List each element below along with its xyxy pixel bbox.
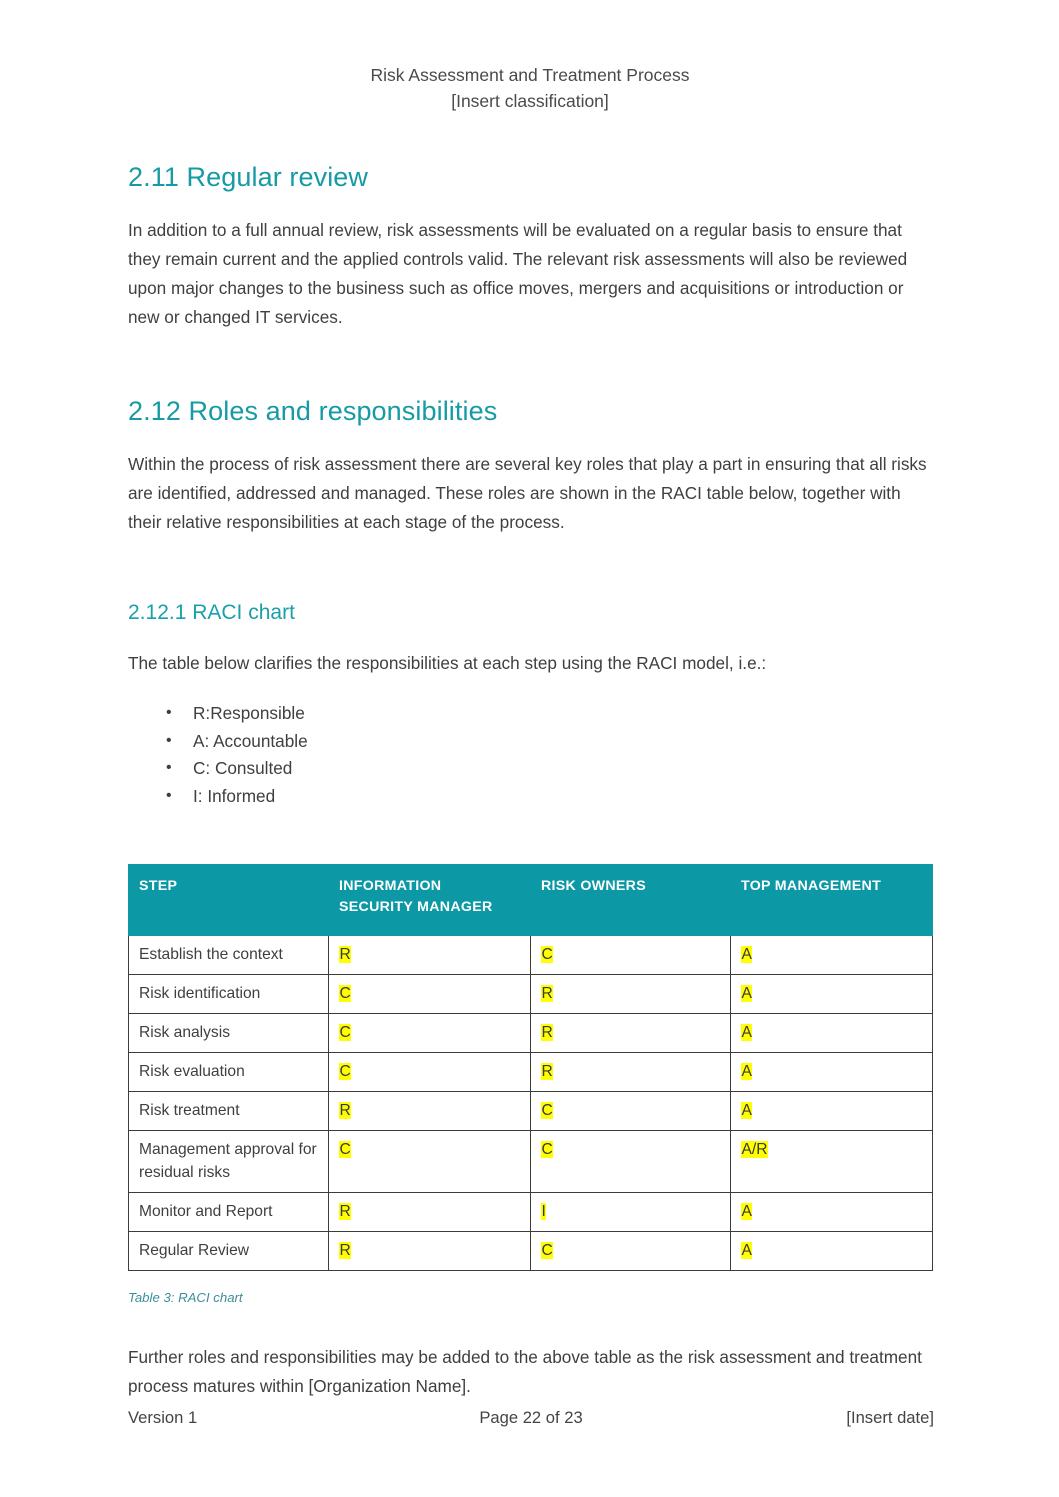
- cell-top-management: [731, 1053, 933, 1092]
- column-header-line1: RISK OWNERS: [541, 878, 646, 894]
- raci-code: R: [339, 1242, 351, 1259]
- raci-legend-list: [128, 700, 934, 810]
- raci-code: A: [741, 1024, 752, 1041]
- cell-ism: [329, 1131, 531, 1193]
- document-running-footer: [128, 1408, 934, 1434]
- raci-code: C: [541, 1242, 553, 1259]
- header-classification: [Insert classification]: [451, 91, 609, 111]
- spacer: [128, 678, 934, 700]
- table-row: [129, 1014, 933, 1053]
- table-header-row: [129, 865, 933, 936]
- raci-code: A: [741, 1063, 752, 1080]
- table-row: [129, 1053, 933, 1092]
- raci-code: C: [339, 1024, 351, 1041]
- list-item: • A: Accountable: [162, 728, 934, 756]
- list-item: • C: Consulted: [162, 755, 934, 783]
- cell-risk-owners: [531, 1131, 731, 1193]
- footer-date: [Insert date]: [846, 1408, 934, 1427]
- cell-step: Establish the context: [129, 936, 329, 975]
- cell-risk-owners: [531, 936, 731, 975]
- column-header-top-management: [731, 865, 933, 936]
- column-header-line2: SECURITY MANAGER: [339, 899, 493, 915]
- column-header-line1: TOP MANAGEMENT: [741, 878, 882, 894]
- raci-code: A/R: [741, 1141, 768, 1158]
- cell-step: Regular Review: [129, 1232, 329, 1271]
- spacer: [128, 537, 934, 599]
- table-row: [129, 936, 933, 975]
- raci-code: C: [541, 946, 553, 963]
- cell-top-management: [731, 936, 933, 975]
- raci-code: A: [741, 1242, 752, 1259]
- cell-top-management: [731, 975, 933, 1014]
- cell-step: Risk evaluation: [129, 1053, 329, 1092]
- raci-intro-paragraph: The table below clarifies the responsibilities at each step using the RACI model, i.e.:: [128, 653, 767, 673]
- cell-ism: [329, 1232, 531, 1271]
- cell-risk-owners: [531, 975, 731, 1014]
- section-2-12-paragraph: Within the process of risk assessment there are several key roles that play a part in ensuring that all risks are identified, addressed and managed. These roles are shown in the RACI table below, together with their relative responsibilities at each stage of the process.: [128, 454, 927, 532]
- cell-step: Risk treatment: [129, 1092, 329, 1131]
- raci-code: A: [741, 1203, 752, 1220]
- cell-risk-owners: [531, 1193, 731, 1232]
- column-header-step: [129, 865, 329, 936]
- column-header-line1: INFORMATION: [339, 878, 442, 894]
- list-item: • R:Responsible: [162, 700, 934, 728]
- table-row: [129, 1092, 933, 1131]
- column-header-information-security-manager: [329, 865, 531, 936]
- spacer: [128, 332, 934, 394]
- section-2-11-paragraph: In addition to a full annual review, risk assessments will be evaluated on a regular basis to ensure that they remain current and the applied controls valid. The relevant risk assessments will also be reviewed upon major changes to the business such as office moves, mergers and acquisitions or introduction or new or changed IT services.: [128, 220, 908, 327]
- raci-code: C: [541, 1141, 553, 1158]
- footer-page-number: Page 22 of 23: [479, 1408, 583, 1427]
- spacer: [128, 194, 934, 216]
- cell-risk-owners: [531, 1014, 731, 1053]
- raci-code: A: [741, 946, 752, 963]
- table-row: [129, 1193, 933, 1232]
- spacer: [128, 627, 934, 649]
- cell-ism: [329, 936, 531, 975]
- raci-table: [128, 864, 933, 1271]
- raci-code: R: [541, 985, 553, 1002]
- raci-code: R: [541, 1063, 553, 1080]
- raci-code: A: [741, 1102, 752, 1119]
- cell-ism: [329, 1092, 531, 1131]
- column-header-line1: STEP: [139, 878, 178, 894]
- raci-code: C: [339, 985, 351, 1002]
- section-heading-2-11: 2.11 Regular review: [128, 162, 369, 192]
- cell-ism: [329, 975, 531, 1014]
- raci-code: R: [339, 1102, 351, 1119]
- table-caption: Table 3: RACI chart: [128, 1290, 243, 1305]
- cell-top-management: [731, 1232, 933, 1271]
- column-header-risk-owners: [531, 865, 731, 936]
- cell-risk-owners: [531, 1092, 731, 1131]
- cell-risk-owners: [531, 1232, 731, 1271]
- footer-version: Version 1: [128, 1408, 198, 1427]
- spacer: [128, 428, 934, 450]
- raci-code: C: [541, 1102, 553, 1119]
- cell-top-management: [731, 1014, 933, 1053]
- cell-top-management: [731, 1131, 933, 1193]
- raci-code: R: [541, 1024, 553, 1041]
- raci-code: R: [339, 946, 351, 963]
- raci-code: A: [741, 985, 752, 1002]
- spacer: [128, 810, 934, 864]
- table-row: [129, 1131, 933, 1193]
- cell-step: Risk identification: [129, 975, 329, 1014]
- spacer: [128, 1271, 934, 1289]
- raci-code: I: [541, 1203, 546, 1220]
- header-title: Risk Assessment and Treatment Process: [370, 65, 690, 85]
- table-row: [129, 975, 933, 1014]
- raci-code: R: [339, 1203, 351, 1220]
- raci-code: C: [339, 1063, 351, 1080]
- raci-table-body: [129, 936, 933, 1271]
- table-row: [129, 1232, 933, 1271]
- cell-risk-owners: [531, 1053, 731, 1092]
- cell-ism: [329, 1014, 531, 1053]
- raci-closing-paragraph: Further roles and responsibilities may be added to the above table as the risk assessment and treatment process matures within [Organization Name].: [128, 1347, 922, 1396]
- cell-ism: [329, 1053, 531, 1092]
- cell-step: Management approval for residual risks: [129, 1131, 329, 1193]
- raci-code: C: [339, 1141, 351, 1158]
- document-running-header: [128, 62, 932, 114]
- section-heading-2-12: 2.12 Roles and responsibilities: [128, 396, 498, 426]
- cell-step: Monitor and Report: [129, 1193, 329, 1232]
- document-body: [128, 160, 934, 1401]
- spacer: [128, 1307, 934, 1343]
- cell-step: Risk analysis: [129, 1014, 329, 1053]
- cell-top-management: [731, 1193, 933, 1232]
- section-heading-2-12-1: 2.12.1 RACI chart: [128, 601, 295, 624]
- list-item: • I: Informed: [162, 783, 934, 811]
- cell-ism: [329, 1193, 531, 1232]
- cell-top-management: [731, 1092, 933, 1131]
